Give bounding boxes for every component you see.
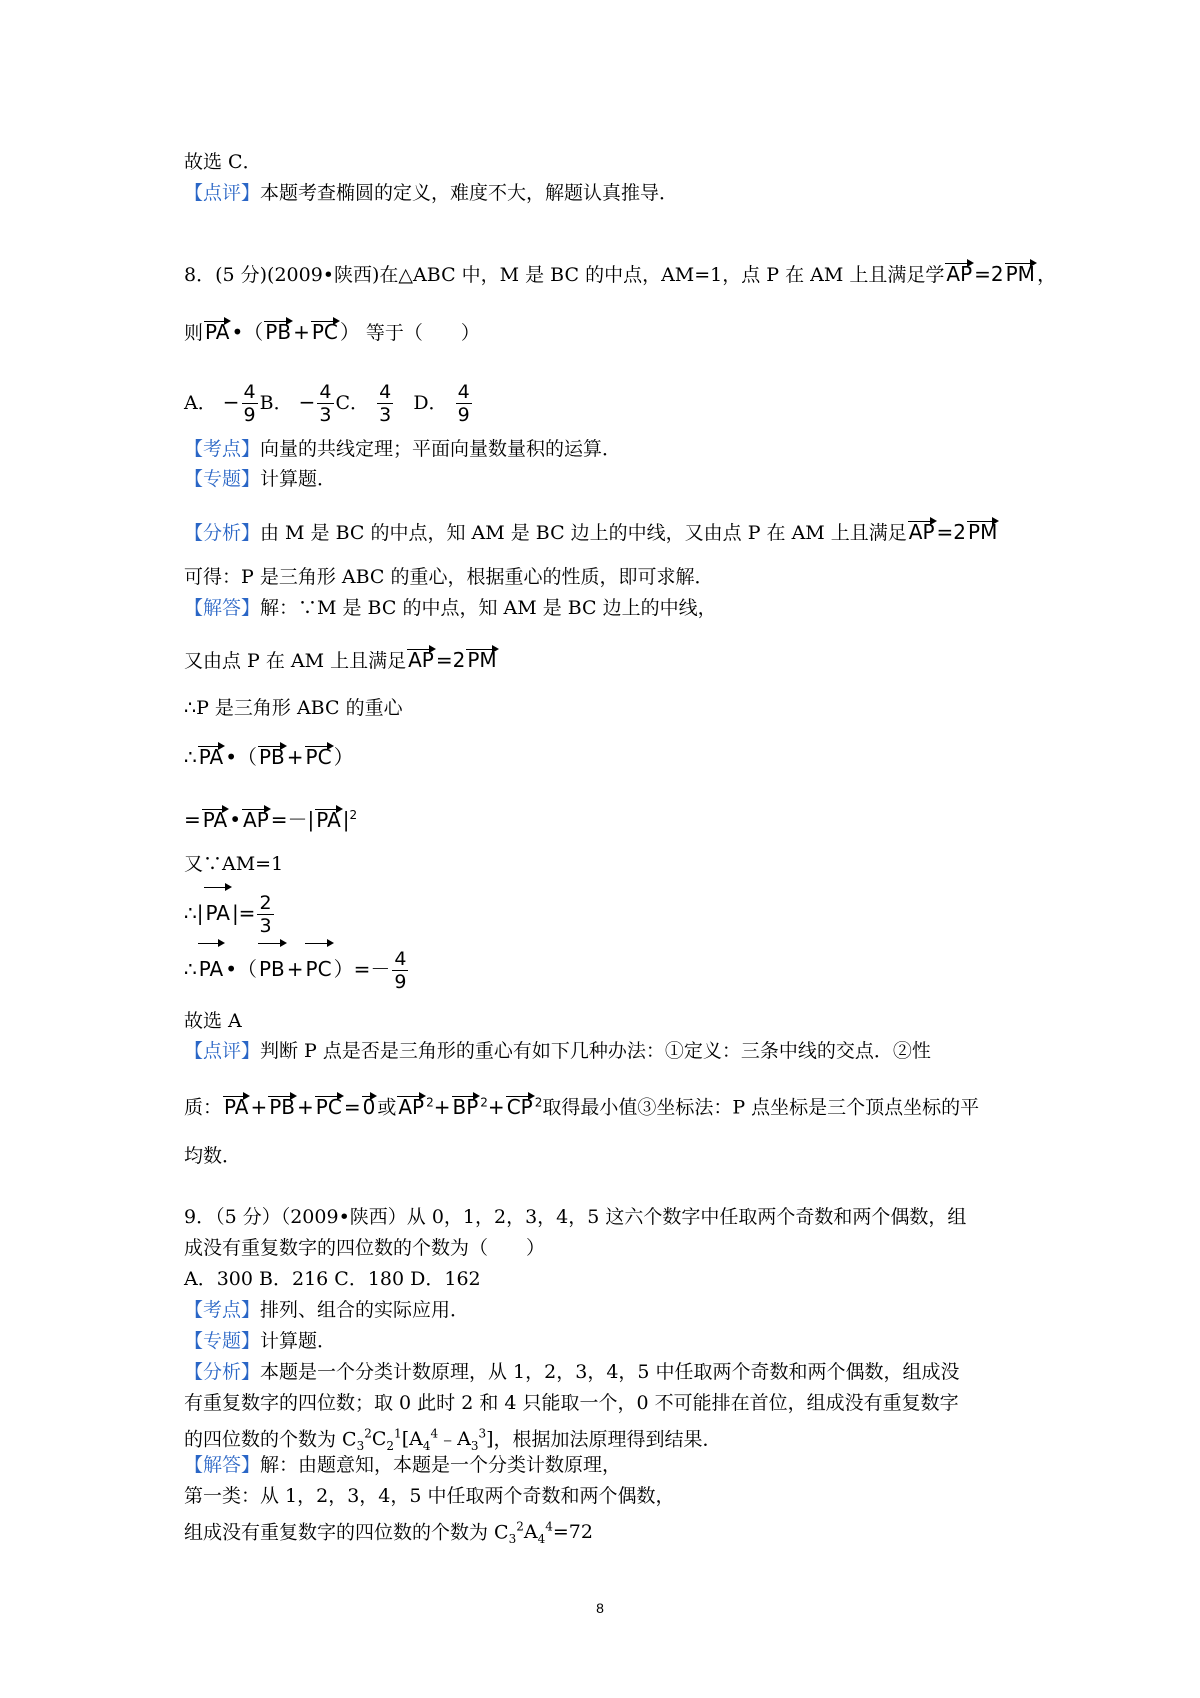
kaodian-tag-9: 【考点】	[184, 1299, 261, 1321]
option-a-label: A．	[184, 392, 217, 414]
jieda-8-b	[184, 648, 499, 673]
dianping-formula-1: PA + PB + PC = 0	[224, 1094, 376, 1119]
jieda-9-c	[184, 1515, 593, 1551]
jieda-9-b	[184, 1484, 675, 1508]
jieda-9-a	[184, 1453, 621, 1477]
option-d-value: $\frac{4}{9}$	[457, 381, 470, 426]
q9-text: 9．（5 分）（2009•陕西）从 0，1，2，3，4，5 这六个数字中任取两个奇数和两个偶数，组	[184, 1206, 967, 1228]
kaodian-text: 向量的共线定理；平面向量数量积的运算．	[260, 438, 622, 460]
step-4: ∴ PA •（ PB + PC ）=－ $\frac{4}{9}$	[184, 942, 410, 996]
kaodian-tag: 【考点】	[184, 438, 261, 460]
dianping-formula-2: AP $^2$+ BP $^2$+ CP $^2$	[398, 1094, 543, 1119]
comment-text: 本题考查椭圆的定义，难度不大，解题认真推导．	[260, 182, 679, 204]
jieda-8-e	[184, 852, 283, 876]
zhuanti-text-9: 计算题．	[260, 1330, 337, 1352]
jieda-text-9c: 组成没有重复数字的四位数的个数为 C	[184, 1521, 509, 1544]
fenxi-text-9c: 的四位数的个数为 C	[184, 1428, 357, 1451]
dianping-text-3: 取得最小值③坐标法：P 点坐标是三个顶点坐标的平	[542, 1096, 980, 1119]
jieda-8-c	[184, 696, 403, 720]
zhuanti-tag-9: 【专题】	[184, 1330, 261, 1352]
q8-then: 则	[184, 322, 204, 344]
jieda-8-a	[184, 596, 717, 620]
option-b-value: − $\frac{4}{3}$	[298, 381, 332, 426]
option-d-label: D．	[413, 392, 448, 414]
step-3: ∴| PA |= $\frac{2}{3}$	[184, 886, 276, 940]
q8-expression: PA •（ PB + PC ）	[205, 320, 360, 344]
q9-text-2: 成没有重复数字的四位数的个数为（ ）	[184, 1237, 546, 1259]
fenxi-9-b	[184, 1391, 959, 1415]
guxuan-8	[184, 1009, 242, 1033]
fenxi-tag: 【分析】	[184, 522, 261, 544]
q8-condition: AP =2 PM ，	[946, 262, 1057, 286]
answer-text: 故选 A	[184, 1010, 242, 1032]
step-1: ∴ PA •（ PB + PC ）	[184, 745, 354, 769]
question-9-stem-b	[184, 1236, 545, 1260]
zhuanti-text: 计算题．	[260, 468, 337, 490]
jieda-text-2: 又由点 P 在 AM 上且满足	[184, 650, 407, 672]
dianping-tag: 【点评】	[184, 1040, 261, 1062]
step-2: = PA • AP =－| PA $|^2$	[184, 807, 358, 832]
question-8-options	[184, 375, 474, 430]
jieda-tag-9: 【解答】	[184, 1454, 261, 1476]
option-c-value: $\frac{4}{3}$	[379, 381, 392, 426]
fenxi-tag-9: 【分析】	[184, 1361, 261, 1383]
text-line	[184, 150, 262, 174]
option-a-value: − $\frac{4}{9}$	[222, 381, 256, 426]
zhuanti-tag: 【专题】	[184, 468, 261, 490]
dianping-text: 判断 P 点是否是三角形的重心有如下几种办法：①定义：三条中线的交点．②性	[260, 1040, 931, 1062]
dianping-8-a	[184, 1039, 931, 1063]
jieda-tag: 【解答】	[184, 597, 261, 619]
jieda-text-4: 又∵AM=1	[184, 853, 284, 875]
kaodian-8	[184, 437, 621, 461]
fenxi-text-2: 可得：P 是三角形 ABC 的重心，根据重心的性质，即可求解．	[184, 566, 714, 588]
jieda-condition: AP =2 PM	[408, 648, 497, 672]
fenxi-text: 由 M 是 BC 的中点，知 AM 是 BC 边上的中线，又由点 P 在 AM 上且满足	[260, 522, 907, 544]
jieda-text-9: 解：由题意知，本题是一个分类计数原理，	[260, 1454, 622, 1476]
comment-tag: 【点评】	[184, 182, 261, 204]
fenxi-formula: $_3^2C_2^1[A_4^4﹣A_3^3]$	[356, 1427, 494, 1454]
conclusion-text: 故选 C．	[184, 151, 262, 173]
fenxi-8-a	[184, 520, 999, 545]
dianping-text-4: 均数．	[184, 1145, 242, 1167]
jieda-text-3: ∴P 是三角形 ABC 的重心	[184, 697, 403, 719]
jieda-text-9b: 第一类：从 1，2，3，4，5 中任取两个奇数和两个偶数，	[184, 1485, 675, 1507]
question-9-options	[184, 1267, 481, 1291]
dianping-8-c	[184, 1144, 241, 1168]
zhuanti-9	[184, 1329, 336, 1353]
question-9-stem-a	[184, 1205, 966, 1229]
dianping-8-b	[184, 1090, 979, 1120]
kaodian-9	[184, 1298, 469, 1322]
question-8-stem	[184, 262, 1057, 287]
dianping-text-2: 质：	[184, 1096, 223, 1119]
comment-line	[184, 181, 678, 205]
dianping-or: 或	[377, 1096, 397, 1119]
option-b-label: B．	[259, 392, 293, 414]
kaodian-text-9: 排列、组合的实际应用．	[260, 1299, 470, 1321]
fenxi-text-9b: 有重复数字的四位数；取 0 此时 2 和 4 只能取一个，0 不可能排在首位，组成没有重复数字	[184, 1392, 959, 1414]
fenxi-text-9d: ，根据加法原理得到结果．	[493, 1428, 722, 1451]
page-number: 8	[596, 1600, 604, 1616]
q8-tail: 等于（ ）	[365, 322, 480, 344]
q8-stem-text: 8．(5 分)(2009•陕西)在△ABC 中，M 是 BC 的中点，AM=1，点 P 在 AM 上且满足学	[184, 264, 945, 286]
fenxi-text-9: 本题是一个分类计数原理，从 1，2，3，4，5 中任取两个奇数和两个偶数，组成没	[260, 1361, 960, 1383]
zhuanti-8	[184, 467, 336, 491]
option-c-label: C．	[335, 392, 370, 414]
q9-options-text: A．300 B．216 C．180 D．162	[184, 1268, 481, 1290]
jieda-text: 解：∵M 是 BC 的中点，知 AM 是 BC 边上的中线，	[260, 597, 717, 619]
fenxi-8-b	[184, 565, 713, 589]
fenxi-9-a	[184, 1360, 960, 1384]
question-8-ask	[184, 320, 480, 345]
fenxi-condition: AP =2 PM	[908, 520, 998, 544]
jieda-formula: $_3^2A_4^4=72$	[508, 1520, 593, 1547]
